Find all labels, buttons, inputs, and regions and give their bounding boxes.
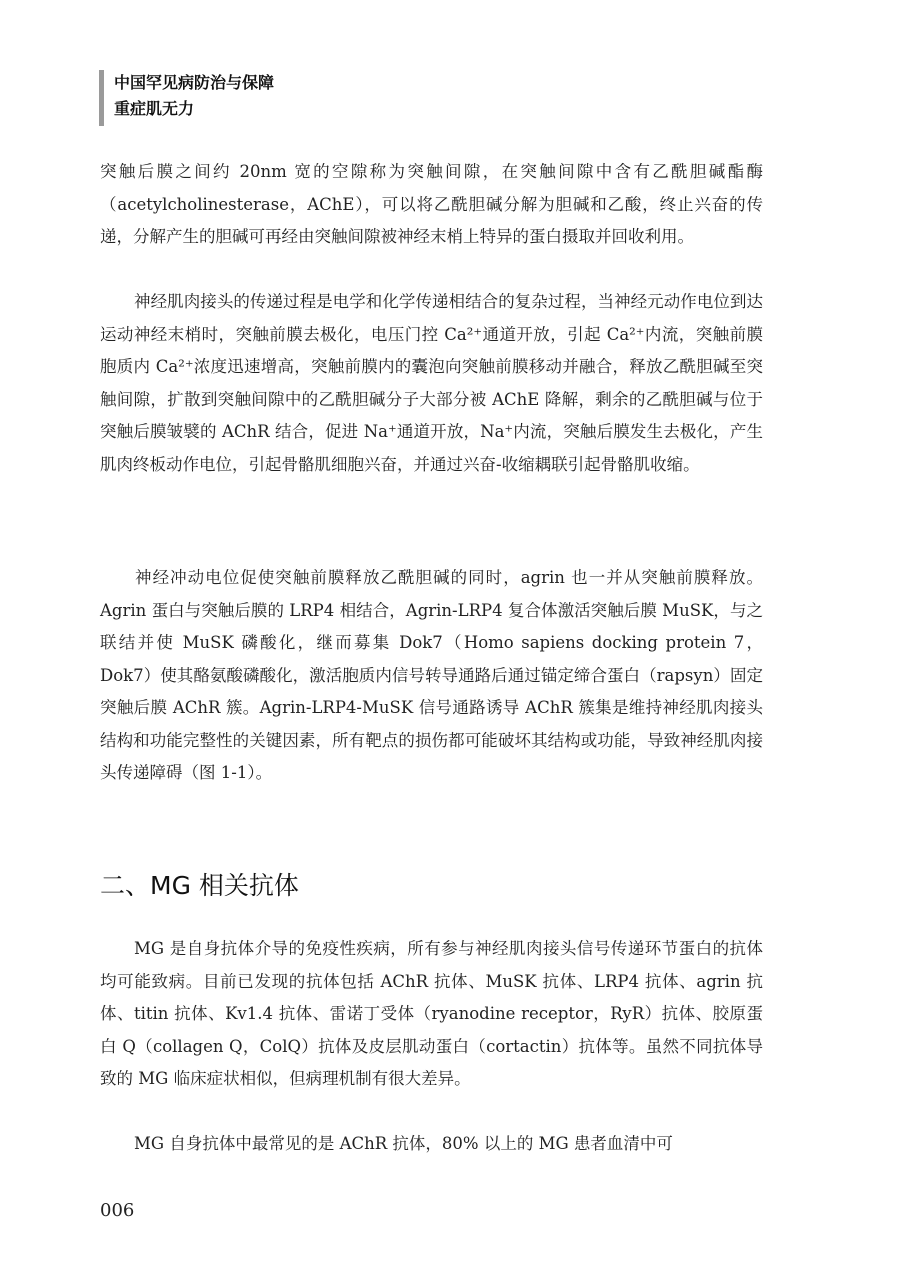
section-heading: 二、MG 相关抗体 xyxy=(100,871,299,900)
paragraph-text: 突触后膜之间约 20nm 宽的空隙称为突触间隙，在突触间隙中含有乙酰胆碱酯酶（acetylcholinesterase，AChE），可以将乙酰胆碱分解为胆碱和乙酸，终止兴奋的传递，分解产生的胆碱可再经由突触间隙被神经末梢上特异的蛋白摄取并回收利用。 xyxy=(100,162,763,246)
running-header xyxy=(99,70,274,126)
chapter-subtitle: 重症肌无力 xyxy=(114,99,195,118)
paragraph-achr-antibody xyxy=(100,1128,763,1161)
book-title: 中国罕见病防治与保障 xyxy=(114,73,275,92)
paragraph-synaptic-cleft xyxy=(100,156,763,254)
paragraph-text: 神经冲动电位促使突触前膜释放乙酰胆碱的同时，agrin 也一并从突触前膜释放。Agrin 蛋白与突触后膜的 LRP4 相结合，Agrin-LRP4 复合体激活突触后膜 MuSK，与之联结并使 MuSK 磷酸化，继而募集 Dok7（Homo sapiens docking protein 7，Dok7）使其酪氨酸磷酸化，激活胞质内信号转导通路后通过锚定缔合蛋白（rapsyn）固定突触后膜 AChR 簇。Agrin-LRP4-MuSK 信号通路诱导 AChR 簇集是维持神经肌肉接头结构和功能完整性的关键因素，所有靶点的损伤都可能破坏其结构或功能，导致神经肌肉接头传递障碍（图 1-1）。 xyxy=(100,568,763,782)
paragraph-transmission-process xyxy=(100,286,763,481)
paragraph-text: MG 自身抗体中最常见的是 AChR 抗体，80% 以上的 MG 患者血清中可 xyxy=(134,1134,673,1153)
paragraph-text: 神经肌肉接头的传递过程是电学和化学传递相结合的复杂过程，当神经元动作电位到达运动神经末梢时，突触前膜去极化，电压门控 Ca²⁺通道开放，引起 Ca²⁺内流，突触前膜胞质内 Ca²⁺浓度迅速增高，突触前膜内的囊泡向突触前膜移动并融合，释放乙酰胆碱至突触间隙，扩散到突触间隙中的乙酰胆碱分子大部分被 AChE 降解，剩余的乙酰胆碱与位于突触后膜皱襞的 AChR 结合，促进 Na⁺通道开放，Na⁺内流，突触后膜发生去极化，产生肌肉终板动作电位，引起骨骼肌细胞兴奋，并通过兴奋-收缩耦联引起骨骼肌收缩。 xyxy=(100,292,763,474)
paragraph-text: MG 是自身抗体介导的免疫性疾病，所有参与神经肌肉接头信号传递环节蛋白的抗体均可能致病。目前已发现的抗体包括 AChR 抗体、MuSK 抗体、LRP4 抗体、agrin 抗体、titin 抗体、Kv1.4 抗体、雷诺丁受体（ryanodine receptor，RyR）抗体、胶原蛋白 Q（collagen Q，ColQ）抗体及皮层肌动蛋白（cortactin）抗体等。虽然不同抗体导致的 MG 临床症状相似，但病理机制有很大差异。 xyxy=(100,939,763,1088)
paragraph-mg-antibodies xyxy=(100,933,763,1096)
page-number: 006 xyxy=(100,1200,135,1221)
paragraph-agrin-pathway xyxy=(100,562,763,790)
